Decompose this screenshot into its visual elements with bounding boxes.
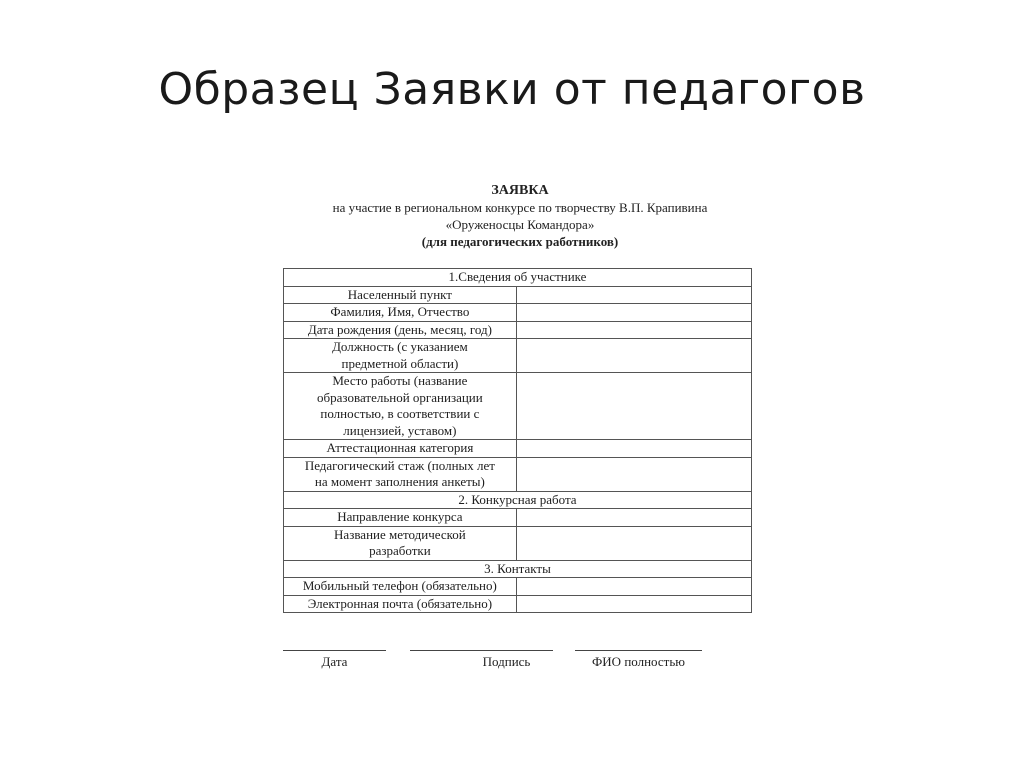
field-label-email: Электронная почта (обязательно) bbox=[284, 595, 517, 613]
section-row-competition-work bbox=[284, 491, 752, 509]
table-row bbox=[284, 286, 752, 304]
field-label-settlement: Населенный пункт bbox=[284, 286, 517, 304]
signature-caption-signature: Подпись bbox=[482, 654, 531, 669]
field-value-email[interactable] bbox=[516, 595, 751, 613]
field-label-phone: Мобильный телефон (обязательно) bbox=[284, 578, 517, 596]
field-label-position bbox=[284, 339, 517, 373]
field-label-category: Аттестационная категория bbox=[284, 440, 517, 458]
table-row bbox=[284, 526, 752, 560]
field-label-method-title bbox=[284, 526, 517, 560]
field-value-position[interactable] bbox=[516, 339, 751, 373]
signature-caption-full-name: ФИО полностью bbox=[592, 654, 685, 669]
field-value-workplace[interactable] bbox=[516, 373, 751, 440]
table-row bbox=[284, 509, 752, 527]
field-label-birth-date: Дата рождения (день, месяц, год) bbox=[284, 321, 517, 339]
document-subtitle-line3: (для педагогических работников) bbox=[421, 234, 619, 249]
section-header-contacts: 3. Контакты bbox=[284, 560, 752, 578]
field-label-position-line1: Должность (с указанием bbox=[332, 339, 468, 354]
field-value-full-name[interactable] bbox=[516, 304, 751, 322]
slide-title: Образец Заявки от педагогов bbox=[158, 64, 866, 115]
table-row bbox=[284, 595, 752, 613]
signature-line-full-name[interactable] bbox=[575, 650, 702, 651]
field-label-workplace-line1: Место работы (название bbox=[332, 373, 468, 388]
table-row bbox=[284, 578, 752, 596]
field-label-experience-line1: Педагогический стаж (полных лет bbox=[304, 457, 495, 473]
field-label-experience-line2: на момент заполнения анкеты) bbox=[314, 474, 485, 489]
field-value-direction[interactable] bbox=[516, 509, 751, 527]
field-value-experience[interactable] bbox=[516, 457, 751, 491]
table-row bbox=[284, 457, 752, 491]
table-row bbox=[284, 440, 752, 458]
signature-line-date[interactable] bbox=[283, 650, 386, 651]
application-form-table bbox=[283, 268, 752, 613]
document-title: ЗАЯВКА bbox=[491, 183, 549, 198]
table-row bbox=[284, 373, 752, 440]
signature-caption-date: Дата bbox=[321, 654, 348, 669]
field-label-direction: Направление конкурса bbox=[284, 509, 517, 527]
field-label-workplace bbox=[284, 373, 517, 440]
signature-block-signature bbox=[410, 650, 553, 670]
field-label-method-title-line2: разработки bbox=[369, 543, 431, 558]
field-label-workplace-line3: полностью, в соответствии с bbox=[320, 406, 480, 421]
field-label-method-title-line1: Название методической bbox=[334, 526, 466, 542]
signature-block-full-name bbox=[575, 650, 702, 670]
signature-line-signature[interactable] bbox=[410, 650, 553, 651]
section-header-participant: 1.Сведения об участнике bbox=[284, 269, 752, 287]
field-label-experience bbox=[284, 457, 517, 491]
field-label-position-line2: предметной области) bbox=[341, 355, 459, 371]
document-subtitle-line2: «Оруженосцы Командора» bbox=[445, 217, 595, 232]
section-row-contacts bbox=[284, 560, 752, 578]
signature-block-date bbox=[283, 650, 386, 670]
table-row bbox=[284, 304, 752, 322]
field-value-method-title[interactable] bbox=[516, 526, 751, 560]
field-label-workplace-line2: образовательной организации bbox=[317, 389, 483, 405]
table-row bbox=[284, 321, 752, 339]
field-value-category[interactable] bbox=[516, 440, 751, 458]
field-label-full-name: Фамилия, Имя, Отчество bbox=[284, 304, 517, 322]
section-header-competition-work: 2. Конкурсная работа bbox=[284, 491, 752, 509]
document-header bbox=[260, 182, 780, 250]
document-subtitle-line1: на участие в региональном конкурсе по творчеству В.П. Крапивина bbox=[332, 200, 708, 215]
field-value-phone[interactable] bbox=[516, 578, 751, 596]
table-row bbox=[284, 339, 752, 373]
section-row-participant bbox=[284, 269, 752, 287]
field-value-birth-date[interactable] bbox=[516, 321, 751, 339]
field-label-workplace-line4: лицензией, уставом) bbox=[343, 422, 457, 438]
field-value-settlement[interactable] bbox=[516, 286, 751, 304]
